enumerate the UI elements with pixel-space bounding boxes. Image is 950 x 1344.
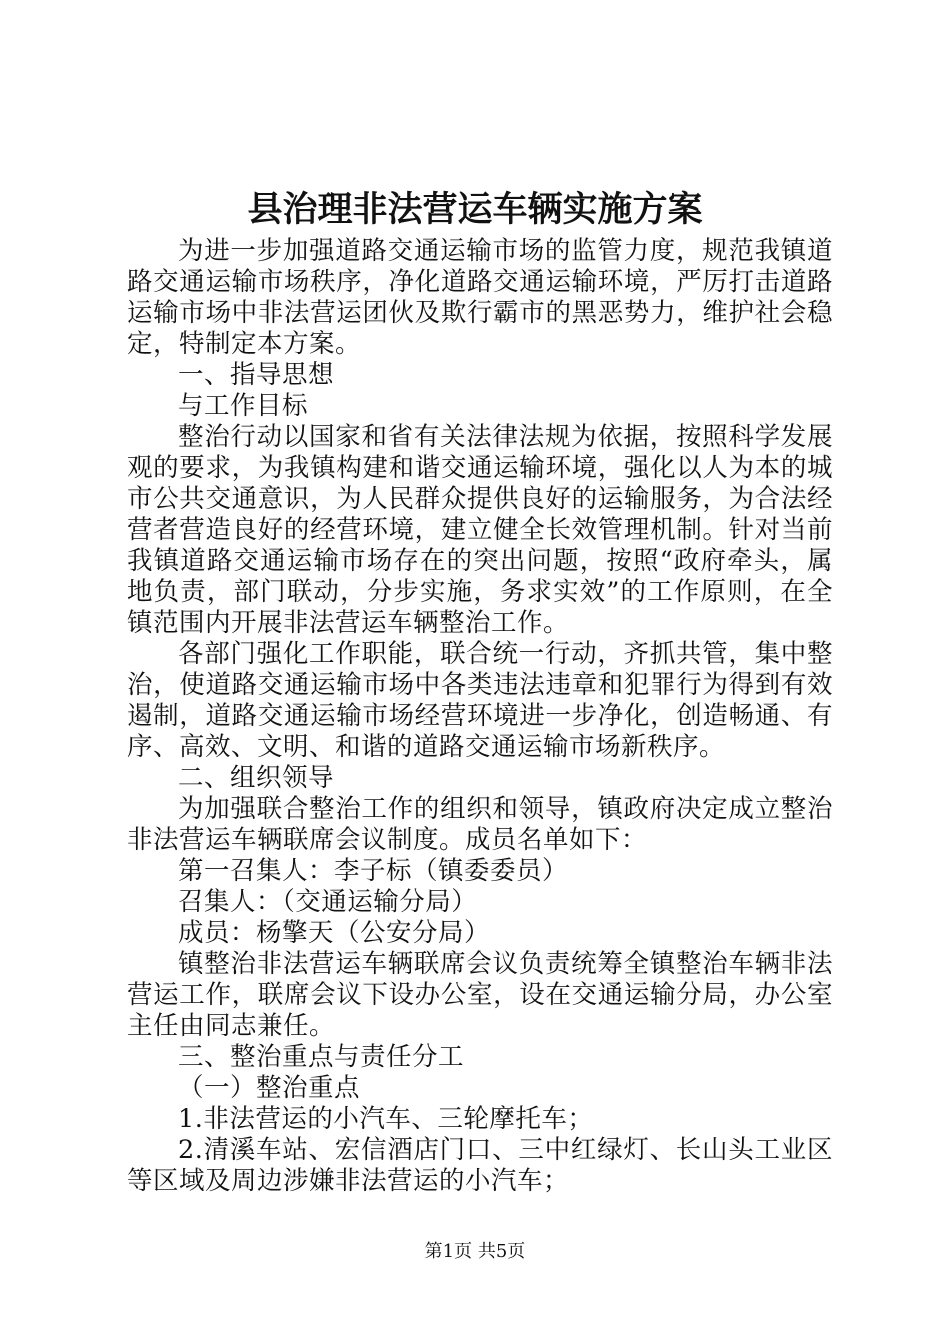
document-title: 县治理非法营运车辆实施方案: [247, 189, 703, 230]
page-footer: 第1页 共5页: [424, 1241, 526, 1262]
list-item-1: 1.非法营运的小汽车、三轮摩托车；: [178, 1104, 594, 1134]
heading-work-goal: 与工作目标: [178, 391, 309, 421]
subheading-key-points: （一）整治重点: [178, 1073, 361, 1103]
paragraph-intro: 为进一步加强道路交通运输市场的监管力度，规范我镇道路交通运输市场秩序，净化道路交通运输环境，严厉打击道路运输市场中非法营运团伙及欺行霸市的黑恶势力，维护社会稳定，特制定本方案。: [127, 236, 833, 359]
paragraph-joint-meeting: 为加强联合整治工作的组织和领导，镇政府决定成立整治非法营运车辆联席会议制度。成员名单如下：: [127, 794, 833, 855]
paragraph-meeting-office: 镇整治非法营运车辆联席会议负责统筹全镇整治车辆非法营运工作，联席会议下设办公室，设在交通运输分局，办公室主任由同志兼任。: [127, 949, 833, 1041]
paragraph-rectification-basis: 整治行动以国家和省有关法律法规为依据，按照科学发展观的要求，为我镇构建和谐交通运输环境，强化以人为本的城市公共交通意识，为人民群众提供良好的运输服务，为合法经营者营造良好的经营环境，建立健全长效管理机制。针对当前我镇道路交通运输市场存在的突出问题，按照“政府牵头，属地负责，部门联动，分步实施，务求实效”的工作原则，在全镇范围内开展非法营运车辆整治工作。: [127, 422, 833, 638]
list-item-2: 2.清溪车站、宏信酒店门口、三中红绿灯、长山头工业区等区域及周边涉嫌非法营运的小汽车；: [127, 1135, 833, 1196]
member-first-convener: 第一召集人：李子标（镇委委员）: [178, 856, 569, 886]
heading-key-points: 三、整治重点与责任分工: [178, 1042, 465, 1072]
heading-guiding-thought: 一、指导思想: [178, 360, 335, 390]
member-members: 成员：杨擎天（公安分局）: [178, 918, 491, 948]
paragraph-department-duties: 各部门强化工作职能，联合统一行动，齐抓共管，集中整治，使道路交通运输市场中各类违法违章和犯罪行为得到有效遏制，道路交通运输市场经营环境进一步净化，创造畅通、有序、高效、文明、和谐的道路交通运输市场新秩序。: [127, 639, 833, 762]
heading-organization: 二、组织领导: [178, 763, 335, 793]
document-body: [127, 236, 833, 1197]
member-convener: 召集人：（交通运输分局）: [178, 887, 478, 917]
